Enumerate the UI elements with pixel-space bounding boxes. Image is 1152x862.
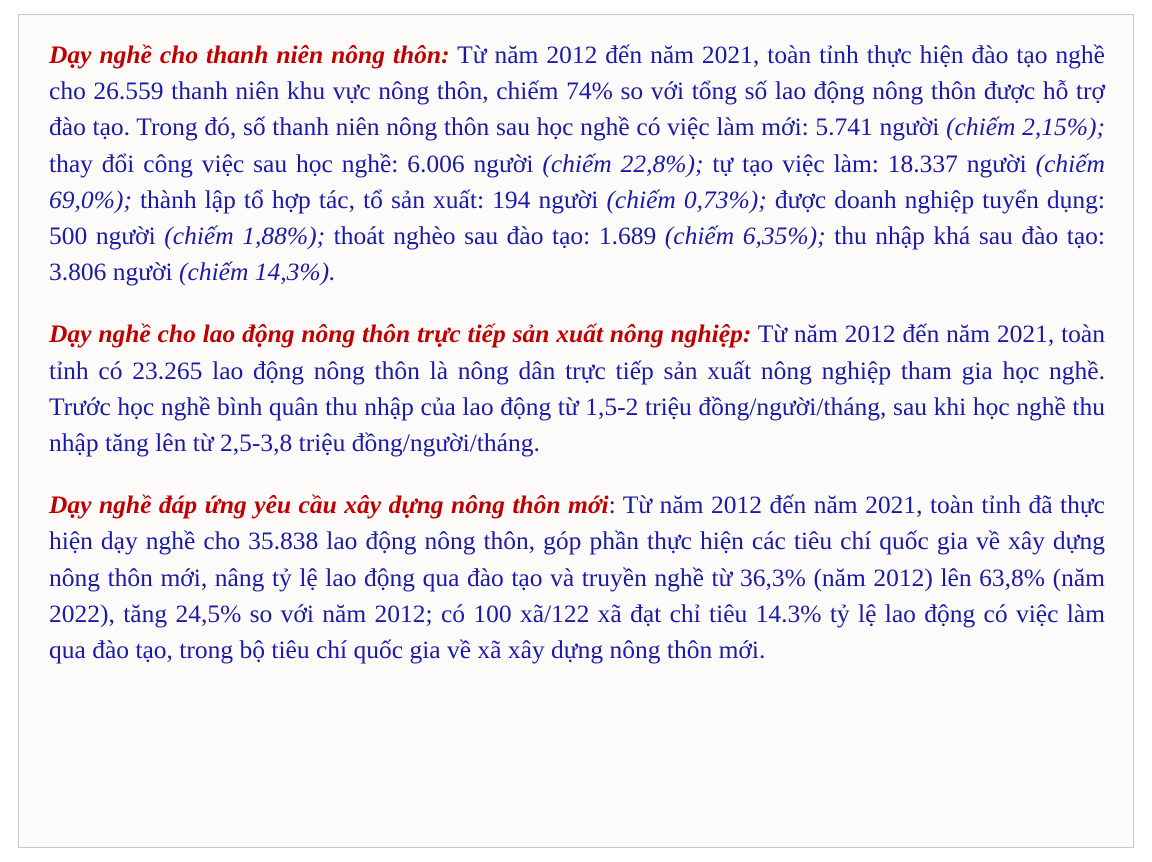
paragraph-1-text: Từ năm 2012 đến năm 2021, toàn tỉnh thực hiện đào tạo nghề cho 26.559 thanh niên khu vực nông thôn, chiếm 74% so với tổng số lao động nông thôn được hỗ trợ đào tạo. Trong đó, số thanh niên nông thôn sau học nghề có việc làm mới: 5.741 người xyxy=(49,40,1105,142)
paragraph-1-emphasis: (chiếm 6,35%); xyxy=(664,221,826,251)
paragraph-1-heading: Dạy nghề cho thanh niên nông thôn: xyxy=(49,40,450,69)
document-frame xyxy=(18,14,1134,848)
paragraph-1-emphasis: (chiếm 1,88%); xyxy=(164,221,326,251)
paragraph-3 xyxy=(49,487,1105,668)
paragraph-1-emphasis: (chiếm 14,3%). xyxy=(179,257,336,287)
paragraph-2-text: Từ năm 2012 đến năm 2021, toàn tỉnh có 23.265 lao động nông thôn là nông dân trực tiếp sản xuất nông nghiệp tham gia học nghề. Trước học nghề bình quân thu nhập của lao động từ 1,5-2 triệu đồng/người/tháng, sau khi học nghề thu nhập tăng lên từ 2,5-3,8 triệu đồng/người/tháng. xyxy=(49,319,1105,458)
paragraph-2 xyxy=(49,316,1105,461)
paragraph-1-text: thay đổi công việc sau học nghề: 6.006 người xyxy=(49,148,543,178)
paragraph-1-emphasis: (chiếm 0,73%); xyxy=(606,184,767,214)
paragraph-1-emphasis: (chiếm 69,0%); xyxy=(49,148,1105,214)
paragraph-3-text: : Từ năm 2012 đến năm 2021, toàn tỉnh đã thực hiện dạy nghề cho 35.838 lao động nông thôn, góp phần thực hiện các tiêu chí quốc gia về xây dựng nông thôn mới, nâng tỷ lệ lao động qua đào tạo và truyền nghề từ 36,3% (năm 2012) lên 63,8% (năm 2022), tăng 24,5% so với năm 2012; có 100 xã/122 xã đạt chỉ tiêu 14.3% tỷ lệ lao động có việc làm qua đào tạo, trong bộ tiêu chí quốc gia về xã xây dựng nông thôn mới. xyxy=(49,490,1105,665)
paragraph-3-heading: Dạy nghề đáp ứng yêu cầu xây dựng nông thôn mới xyxy=(49,490,609,520)
paragraph-1-text: thu nhập khá sau đào tạo: 3.806 người xyxy=(49,221,1105,287)
paragraph-2-heading: Dạy nghề cho lao động nông thôn trực tiếp sản xuất nông nghiệp: xyxy=(49,319,752,349)
paragraph-1 xyxy=(49,37,1105,290)
paragraph-1-text: thành lập tổ hợp tác, tổ sản xuất: 194 người xyxy=(131,184,607,214)
paragraph-1-emphasis: (chiếm 22,8%); xyxy=(542,148,704,178)
paragraph-1-text: được doanh nghiệp tuyển dụng: 500 người xyxy=(49,184,1105,251)
paragraph-1-text: tự tạo việc làm: 18.337 người xyxy=(703,148,1036,178)
paragraph-1-emphasis: (chiếm 2,15%); xyxy=(946,112,1105,142)
paragraph-1-text: thoát nghèo sau đào tạo: 1.689 xyxy=(325,221,665,251)
paragraph-1-body xyxy=(49,40,1105,286)
